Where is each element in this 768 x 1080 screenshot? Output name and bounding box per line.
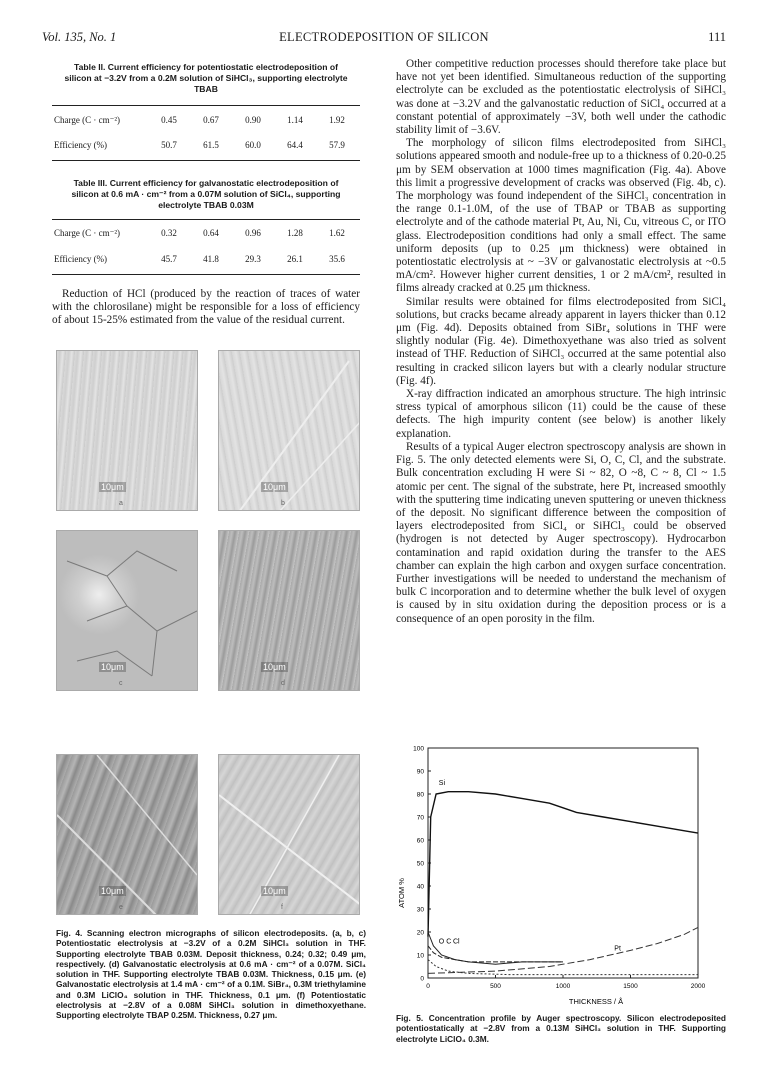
- y-tick-label: 20: [416, 929, 424, 937]
- table-cell: 41.8: [203, 253, 219, 264]
- chart-axes: [413, 746, 705, 991]
- table2-caption: Table II. Current efficiency for potentiostatic electrodeposition of silicon at −3.2V from a 0.2M solution of SiHCl₃, supporting electrolyte TBAB: [64, 62, 348, 94]
- body-paragraph: Other competitive reduction processes should therefore take place but have not yet been identified. Simultaneous reduction of the supporting electrolyte can be excluded as the potentiostatic electrolysis of SiHCl₃ was done at −3.2V and the galvanostatic reduction of SiCl₄ occurred at a constant potential of approximately −3V, both well under the cathodic stability limit of −3.6V.: [396, 58, 726, 137]
- table-cell: 0.45: [161, 114, 177, 125]
- body-paragraph: X-ray diffraction indicated an amorphous structure. The high intrinsic stress typical of amorphous silicon (11) could be the cause of these defects. The high impurity content (see below) is another likely explanation.: [396, 388, 726, 440]
- table-cell: 50.7: [161, 139, 177, 150]
- panel-label: a: [119, 500, 123, 507]
- y-tick-label: 80: [416, 791, 424, 799]
- y-tick-label: 60: [416, 837, 424, 845]
- fig5-caption: Fig. 5. Concentration profile by Auger spectroscopy. Silicon electrodeposited potentiostatically at −2.8V from a 0.13M SiHCl₃ solution in THF. Supporting electrolyte LiClO₄ 0.3M.: [396, 1013, 726, 1044]
- table-cell: 60.0: [245, 139, 261, 150]
- micrograph-f: [218, 754, 360, 915]
- x-tick-label: 1500: [623, 983, 638, 990]
- crack-lines: [219, 755, 360, 915]
- y-tick-label: 50: [416, 860, 424, 868]
- table-cell: 0.96: [245, 227, 261, 238]
- fig5-chart: [392, 738, 732, 1008]
- series-label-pt: Pt: [614, 945, 621, 953]
- table-cell: 1.14: [287, 114, 303, 125]
- table-cell: 26.1: [287, 253, 303, 264]
- table-cell: 1.28: [287, 227, 303, 238]
- panel-label: d: [281, 680, 285, 687]
- crack-network: [57, 531, 198, 691]
- table2-row-efficiency: [52, 135, 360, 156]
- table2-row-charge: [52, 110, 360, 131]
- series-line-c: [428, 946, 563, 962]
- x-axis-label: THICKNESS / Å: [568, 997, 624, 1006]
- scale-bar-label: 10μm: [263, 662, 286, 672]
- table-cell: 57.9: [329, 139, 345, 150]
- table-cell: 1.62: [329, 227, 345, 238]
- body-paragraph: Similar results were obtained for films electrodeposited from SiCl₄ solutions, but cracks became already apparent in layers thicker than 0.12 μm (Fig. 4d). Deposits obtained from SiBr₄ solutions in THF were slightly nodular (Fig. 4e). Dimethoxyethane was also tried as solvent instead of THF. Reduction of SiHCl₃ occurred at the same potential also resulting in cracked silicon layers but with a clearly nodular structure (Fig. 4f).: [396, 295, 726, 387]
- table2-row2-label: Efficiency (%): [54, 139, 108, 150]
- table2-row1-label: Charge (C · cm⁻²): [54, 114, 121, 125]
- scale-bar-label: 10μm: [101, 886, 124, 896]
- x-tick-label: 1000: [555, 983, 571, 990]
- body-paragraph: The morphology of silicon films electrodeposited from SiHCl₃ solutions appeared smooth and nodule-free up to a thickness of 0.20-0.25 μm by SEM observation at 1000 times magnification (Fig. 4a). Above this limit a progressive development of cracks was observed (Fig. 4b, c). The morphology was found independent of the SiHCl₃ concentration in the range 0.1-1.0M, of the use of TBAP or TBAB as supporting electrolyte and of the cathode material Pt, Au, Ni, Cu, vitreous C, or ITO glass. Electrodeposition conditions had only a small effect. The same uniform deposits (up to 0.25 μm thickness) were obtained in potentiostatic electrolysis at ~ −3V or galvanostatic electrolysis at ~0.5 mA/cm². However higher current densities, 1 or 2 mA/cm², resulted in films already cracked at 0.25 μm thickness.: [396, 137, 726, 295]
- series-line-pt: [428, 927, 698, 973]
- y-tick-label: 90: [416, 768, 424, 776]
- table3-bottom-rule: [52, 274, 360, 275]
- crack-lines: [219, 351, 360, 511]
- scale-bar-label: 10μm: [101, 662, 124, 672]
- panel-label: e: [119, 904, 123, 911]
- series-line-si: [428, 792, 698, 937]
- left-column: [52, 62, 360, 328]
- table-cell: 0.90: [245, 114, 261, 125]
- x-tick-label: 2000: [690, 983, 706, 990]
- table-cell: 45.7: [161, 253, 177, 264]
- scale-bar-label: 10μm: [101, 482, 124, 492]
- table3-row1-label: Charge (C · cm⁻²): [54, 227, 121, 238]
- table3-row-charge: [52, 223, 360, 244]
- chart-series: [428, 780, 698, 975]
- table3-caption: Table III. Current efficiency for galvanostatic electrodeposition of silicon at 0.6 mA · cm⁻² from a 0.07M solution of SiCl₄, supporting electrolyte TBAB 0.03M: [71, 178, 341, 210]
- table3-row2-label: Efficiency (%): [54, 253, 108, 264]
- y-tick-label: 10: [416, 952, 424, 960]
- running-header: [42, 30, 726, 48]
- right-column: [396, 58, 726, 626]
- series-label-cl: Cl: [452, 938, 460, 946]
- y-tick-label: 40: [416, 883, 424, 891]
- micrograph-e: [56, 754, 198, 915]
- panel-label: c: [119, 680, 123, 687]
- scale-bar-label: 10μm: [263, 482, 286, 492]
- table-cell: 0.32: [161, 227, 177, 238]
- fig4-caption: Fig. 4. Scanning electron micrographs of silicon electrodeposits. (a, b, c) Potentiostatic electrolysis at −3.2V of a 0.2M SiHCl₃ solution in THF. Supporting electrolyte TBAB 0.03M. Deposit thickness, 0.24; 0.32; 0.49 μm, respectively. (d) Galvanostatic electrolysis at 0.6 mA · cm⁻² of a 0.07M. SiCl₄ solution in THF. Supporting electrolyte TBAB 0.03M. Thickness, 0.15 μm. (e) Galvanostatic electrolysis at 1.4 mA · cm⁻² of a 0.1M. SiBr₄, 0.3M triethylamine and 0.3M LiClO₄ solution in THF. Thickness, 0.1 μm. (f) Potentiostatic electrolysis at −2.8V of a 0.08M SiHCl₃ solution in dimethoxyethane. Supporting electrolyte TBAP 0.25M. Thickness, 0.27 μm.: [56, 928, 366, 1021]
- y-axis-label: ATOM %: [397, 878, 406, 908]
- body-paragraph: Reduction of HCl (produced by the reaction of traces of water with the chlorosilane) might be responsible for a loss of efficiency of about 15-25% estimated from the value of the residual current.: [52, 288, 360, 327]
- crack-lines: [57, 755, 198, 915]
- micrograph-d: [218, 530, 360, 691]
- series-label-si: Si: [438, 779, 446, 787]
- y-tick-label: 100: [413, 745, 424, 753]
- series-label-o: O: [438, 938, 445, 946]
- table-cell: 35.6: [329, 253, 345, 264]
- table-cell: 29.3: [245, 253, 261, 264]
- page-number: 111: [708, 30, 726, 44]
- table3-top-rule: [52, 219, 360, 220]
- y-tick-label: 30: [416, 906, 424, 914]
- table-cell: 61.5: [203, 139, 219, 150]
- series-line-o: [428, 932, 563, 964]
- micrograph-c: [56, 530, 198, 691]
- table-cell: 0.67: [203, 114, 219, 125]
- table-cell: 0.64: [203, 227, 219, 238]
- body-paragraph: Results of a typical Auger electron spectroscopy analysis are shown in Fig. 5. The only detected elements were Si, O, C, Cl, and the substrate. Bulk concentration excluding H were Si ~ 82, O ~8, C ~ 8, Cl ~ 1.5 atomic per cent. The signal of the substrate, here Pt, increased smoothly with the sputtering time indicating uneven sputtering or uneven thickness of the deposit. No significant difference between the composition of layers electrodeposited from SiCl₄ or SiHCl₃ could be observed (hydrogen is not detected by Auger spectroscopy). Hydrocarbon contamination and rapid oxidation during the transfer to the AES chamber can explain the high carbon and oxygen surface concentration. Further investigations will be needed to understand the mechanism of bulk C incorporation and to determine whether the bulk level of oxygen is caused by in situ oxidation during the deposition process or is a consequence of an open porosity in the film.: [396, 440, 726, 625]
- micrograph-b: [218, 350, 360, 511]
- panel-label: b: [281, 500, 285, 507]
- table2-top-rule: [52, 105, 360, 106]
- panel-label: f: [281, 904, 283, 911]
- micrograph-a: [56, 350, 198, 511]
- series-label-c: C: [446, 938, 452, 946]
- x-tick-label: 500: [490, 983, 501, 990]
- y-tick-label: 0: [420, 975, 424, 983]
- table-cell: 1.92: [329, 114, 345, 125]
- table-cell: 64.4: [287, 139, 303, 150]
- table2-bottom-rule: [52, 160, 360, 161]
- x-tick-label: 0: [426, 983, 430, 990]
- table3-row-efficiency: [52, 249, 360, 270]
- scale-bar-label: 10μm: [263, 886, 286, 896]
- y-tick-label: 70: [416, 814, 424, 822]
- running-title: ELECTRODEPOSITION OF SILICON: [279, 30, 489, 44]
- journal-volume: Vol. 135, No. 1: [42, 30, 117, 44]
